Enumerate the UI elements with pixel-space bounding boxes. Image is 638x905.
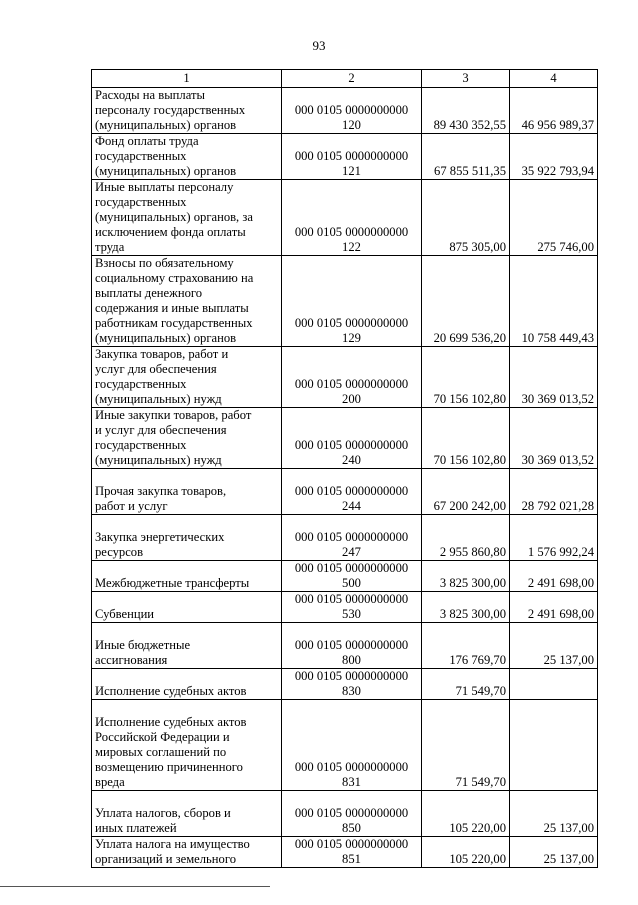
row-code-cell (282, 837, 422, 868)
row-name-cell (92, 623, 282, 669)
row-value-col4: 25 137,00 (510, 623, 598, 669)
row-spacer (95, 515, 278, 530)
row-code-line: 000 0105 0000000000 (294, 592, 409, 606)
row-code-line: 850 (342, 821, 361, 835)
row-value-col4: 46 956 989,37 (510, 88, 598, 134)
row-value-col3: 3 825 300,00 (422, 561, 510, 592)
row-code-cell (282, 469, 422, 515)
row-value-col3: 70 156 102,80 (422, 408, 510, 469)
table-header-row (92, 70, 598, 88)
row-name-line: Иные бюджетные (95, 638, 191, 652)
table-row (92, 623, 598, 669)
row-name-line: исключением фонда оплаты (95, 225, 246, 239)
row-name-line: труда (95, 240, 125, 254)
row-value-col3: 20 699 536,20 (422, 256, 510, 347)
row-name-cell (92, 134, 282, 180)
row-code-cell (282, 347, 422, 408)
row-value-col3: 71 549,70 (422, 669, 510, 700)
row-value-col3: 105 220,00 (422, 837, 510, 868)
row-code-line: 129 (342, 331, 361, 345)
row-value-col4 (510, 700, 598, 791)
column-header: 2 (282, 70, 422, 88)
row-name-line: ассигнования (95, 653, 168, 667)
table-row (92, 347, 598, 408)
row-spacer (95, 592, 278, 607)
row-code-line: 000 0105 0000000000 (294, 225, 409, 239)
footer-rule (0, 886, 270, 887)
row-code-cell (282, 700, 422, 791)
row-name-line: Межбюджетные трансферты (95, 576, 250, 590)
table-row (92, 256, 598, 347)
row-name-line: мировых соглашений по (95, 745, 227, 759)
row-name-line: (муниципальных) органов, за (95, 210, 253, 224)
row-code-line: 000 0105 0000000000 (294, 837, 409, 851)
row-code-cell (282, 515, 422, 561)
row-value-col3: 67 855 511,35 (422, 134, 510, 180)
table-row (92, 408, 598, 469)
row-value-col3: 71 549,70 (422, 700, 510, 791)
row-code-cell (282, 88, 422, 134)
row-code-cell (282, 134, 422, 180)
row-code-line: 200 (342, 392, 361, 406)
row-name-line: Иные выплаты персоналу (95, 180, 234, 194)
row-name-line: Субвенции (95, 607, 155, 621)
row-value-col3: 105 220,00 (422, 791, 510, 837)
row-name-cell (92, 791, 282, 837)
row-name-cell (92, 837, 282, 868)
row-name-line: Закупка товаров, работ и (95, 347, 229, 361)
row-value-col3: 67 200 242,00 (422, 469, 510, 515)
row-code-line: 000 0105 0000000000 (294, 316, 409, 330)
column-header: 1 (92, 70, 282, 88)
row-name-line: выплаты денежного (95, 286, 203, 300)
column-header: 4 (510, 70, 598, 88)
row-name-line: государственных (95, 195, 187, 209)
table-row (92, 134, 598, 180)
row-value-col4: 28 792 021,28 (510, 469, 598, 515)
row-name-line: социальному страхованию на (95, 271, 254, 285)
row-code-cell (282, 256, 422, 347)
row-code-line: 000 0105 0000000000 (294, 760, 409, 774)
row-name-cell (92, 256, 282, 347)
row-name-line: Иные закупки товаров, работ (95, 408, 252, 422)
page-number: 93 (312, 38, 326, 53)
row-code-line: 122 (342, 240, 361, 254)
row-code-cell (282, 669, 422, 700)
row-code-line: 000 0105 0000000000 (294, 530, 409, 544)
row-name-line: и услуг для обеспечения (95, 423, 227, 437)
row-code-cell (282, 408, 422, 469)
row-name-line: Российской Федерации и (95, 730, 230, 744)
budget-table (91, 69, 598, 868)
row-name-cell (92, 88, 282, 134)
row-code-line: 240 (342, 453, 361, 467)
row-value-col4: 25 137,00 (510, 791, 598, 837)
row-code-line: 244 (342, 499, 361, 513)
row-value-col3: 70 156 102,80 (422, 347, 510, 408)
row-code-line: 000 0105 0000000000 (294, 438, 409, 452)
row-name-line: содержания и иные выплаты (95, 301, 249, 315)
row-code-line: 000 0105 0000000000 (294, 484, 409, 498)
row-spacer (95, 791, 278, 806)
row-code-line: 120 (342, 118, 361, 132)
table-row (92, 592, 598, 623)
row-name-line: Расходы на выплаты (95, 88, 205, 102)
row-spacer (95, 561, 278, 576)
row-name-line: возмещению причиненного (95, 760, 243, 774)
row-value-col4: 10 758 449,43 (510, 256, 598, 347)
row-code-line: 000 0105 0000000000 (294, 149, 409, 163)
row-code-cell (282, 623, 422, 669)
row-code-line: 830 (342, 684, 361, 698)
row-code-line: 000 0105 0000000000 (294, 669, 409, 683)
row-code-line: 000 0105 0000000000 (294, 103, 409, 117)
row-name-cell (92, 669, 282, 700)
row-name-line: Уплата налога на имущество (95, 837, 250, 851)
row-value-col4: 35 922 793,94 (510, 134, 598, 180)
row-name-cell (92, 515, 282, 561)
row-name-line: Исполнение судебных актов (95, 684, 247, 698)
table-row (92, 180, 598, 256)
table-row (92, 561, 598, 592)
row-code-line: 121 (342, 164, 361, 178)
row-name-cell (92, 561, 282, 592)
row-code-line: 851 (342, 852, 361, 866)
row-value-col4: 30 369 013,52 (510, 408, 598, 469)
row-name-line: Закупка энергетических (95, 530, 225, 544)
row-name-line: иных платежей (95, 821, 177, 835)
row-code-cell (282, 592, 422, 623)
row-name-line: организаций и земельного (95, 852, 236, 866)
row-name-line: Исполнение судебных актов (95, 715, 247, 729)
row-value-col4 (510, 669, 598, 700)
row-value-col3: 89 430 352,55 (422, 88, 510, 134)
row-value-col3: 3 825 300,00 (422, 592, 510, 623)
row-name-line: Прочая закупка товаров, (95, 484, 227, 498)
row-name-line: (муниципальных) органов (95, 331, 237, 345)
row-value-col4: 275 746,00 (510, 180, 598, 256)
row-spacer (95, 669, 278, 684)
row-name-line: государственных (95, 149, 187, 163)
row-name-cell (92, 592, 282, 623)
row-code-line: 000 0105 0000000000 (294, 561, 409, 575)
row-code-line: 000 0105 0000000000 (294, 377, 409, 391)
row-code-line: 831 (342, 775, 361, 789)
table-row (92, 669, 598, 700)
row-name-line: Фонд оплаты труда (95, 134, 199, 148)
row-spacer (95, 469, 278, 484)
table-row (92, 837, 598, 868)
row-value-col3: 875 305,00 (422, 180, 510, 256)
row-value-col4: 1 576 992,24 (510, 515, 598, 561)
column-header: 3 (422, 70, 510, 88)
row-name-cell (92, 347, 282, 408)
row-spacer (95, 700, 278, 715)
row-code-cell (282, 561, 422, 592)
row-name-line: (муниципальных) органов (95, 164, 237, 178)
row-name-line: персоналу государственных (95, 103, 246, 117)
row-code-line: 800 (342, 653, 361, 667)
row-code-line: 530 (342, 607, 361, 621)
table-row (92, 791, 598, 837)
row-name-line: (муниципальных) органов (95, 118, 237, 132)
row-name-cell (92, 700, 282, 791)
row-code-cell (282, 180, 422, 256)
row-name-cell (92, 469, 282, 515)
row-name-cell (92, 408, 282, 469)
row-name-line: ресурсов (95, 545, 144, 559)
row-value-col4: 25 137,00 (510, 837, 598, 868)
row-value-col3: 2 955 860,80 (422, 515, 510, 561)
row-name-line: услуг для обеспечения (95, 362, 217, 376)
table-body (92, 88, 598, 868)
row-spacer (95, 623, 278, 638)
row-name-cell (92, 180, 282, 256)
table-row (92, 515, 598, 561)
row-name-line: Уплата налогов, сборов и (95, 806, 231, 820)
row-value-col3: 176 769,70 (422, 623, 510, 669)
row-name-line: (муниципальных) нужд (95, 392, 222, 406)
row-name-line: работникам государственных (95, 316, 253, 330)
row-name-line: государственных (95, 377, 187, 391)
row-code-line: 500 (342, 576, 361, 590)
row-code-line: 000 0105 0000000000 (294, 806, 409, 820)
row-name-line: государственных (95, 438, 187, 452)
row-name-line: работ и услуг (95, 499, 168, 513)
row-name-line: Взносы по обязательному (95, 256, 234, 270)
table-row (92, 700, 598, 791)
row-value-col4: 2 491 698,00 (510, 561, 598, 592)
row-name-line: (муниципальных) нужд (95, 453, 222, 467)
row-value-col4: 30 369 013,52 (510, 347, 598, 408)
row-code-line: 247 (342, 545, 361, 559)
table-row (92, 469, 598, 515)
row-name-line: вреда (95, 775, 125, 789)
row-value-col4: 2 491 698,00 (510, 592, 598, 623)
row-code-cell (282, 791, 422, 837)
table-row (92, 88, 598, 134)
row-code-line: 000 0105 0000000000 (294, 638, 409, 652)
